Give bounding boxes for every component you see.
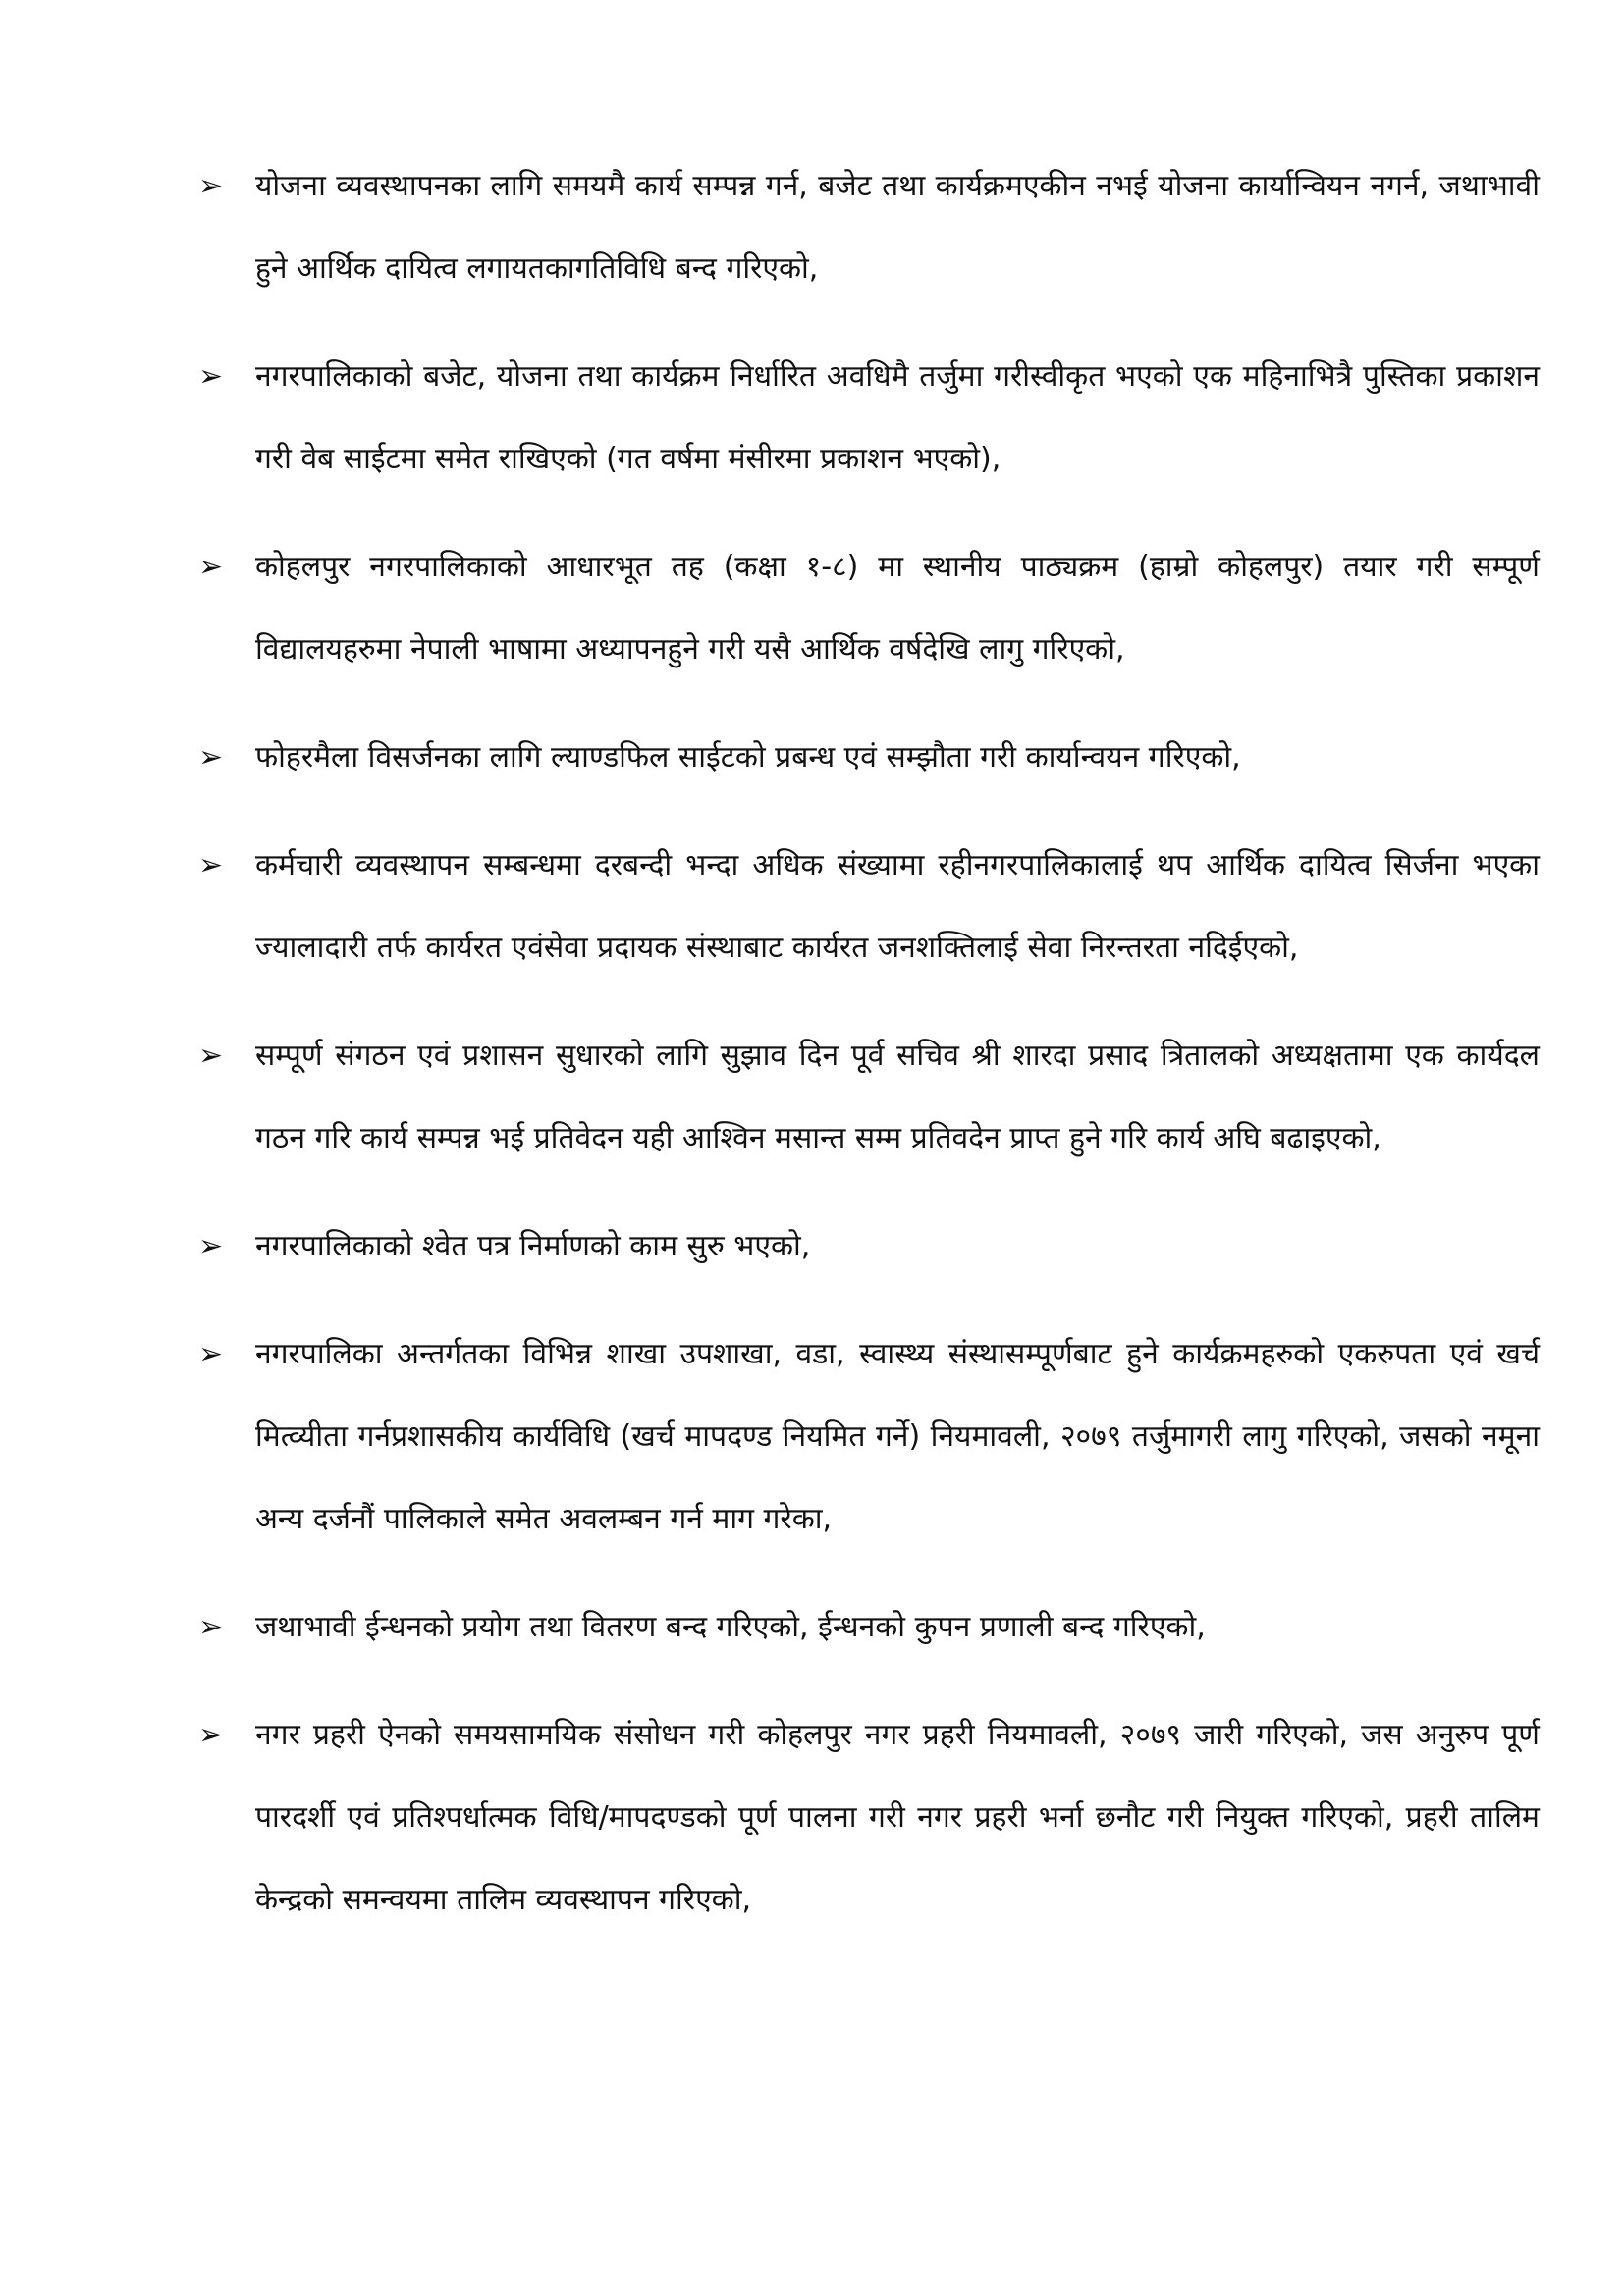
bullet-list (194, 145, 1540, 1967)
arrow-bullet-icon: ➢ (198, 1610, 224, 1644)
list-item-text: जथाभावी ईन्धनको प्रयोग तथा वितरण बन्द गरिएको, ईन्धनको कुपन प्रणाली बन्द गरिएको, (255, 1610, 1206, 1644)
list-item-text: नगरपालिकाको श्वेत पत्र निर्माणको काम सुरु भएको, (255, 1229, 811, 1263)
arrow-bullet-icon: ➢ (198, 550, 224, 584)
list-item-text: नगरपालिका अन्तर्गतका विभिन्न शाखा उपशाखा, वडा, स्वास्थ्य संस्थासम्पूर्णबाट हुने कार्यक्रमहरुको एकरुपता एवं खर्च मित्व्यीता गर्नप्रशासकीय कार्यविधि (खर्च मापदण्ड नियमित गर्ने) नियमावली, २०७९ तर्जुमागरी लागु गरिएको, जसको नमूना अन्य दर्जनौं पालिकाले समेत अवलम्बन गर्न माग गरेका, (255, 1337, 1540, 1536)
arrow-bullet-icon: ➢ (198, 359, 224, 394)
arrow-bullet-icon: ➢ (198, 1039, 224, 1073)
list-item (194, 1586, 1540, 1669)
list-item-text: सम्पूर्ण संगठन एवं प्रशासन सुधारको लागि सुझाव दिन पूर्व सचिव श्री शारदा प्रसाद त्रितालको अध्यक्षतामा एक कार्यदल गठन गरि कार्य सम्पन्न भई प्रतिवेदन यही आश्विन मसान्त सम्म प्रतिवदेन प्राप्त हुने गरि कार्य अघि बढाइएको, (255, 1039, 1540, 1155)
arrow-bullet-icon: ➢ (198, 1718, 224, 1752)
arrow-bullet-icon: ➢ (198, 848, 224, 882)
list-item-text: योजना व्यवस्थापनका लागि समयमै कार्य सम्पन्न गर्न, बजेट तथा कार्यक्रमएकीन नभई योजना कार्यान्वियन नगर्न, जथाभावी हुने आर्थिक दायित्व लगायतकागतिविधि बन्द गरिएको, (255, 169, 1540, 286)
list-item (194, 526, 1540, 691)
list-item (194, 1015, 1540, 1180)
arrow-bullet-icon: ➢ (198, 740, 224, 774)
list-item-text: नगरपालिकाको बजेट, योजना तथा कार्यक्रम निर्धारित अवधिमै तर्जुमा गरीस्वीकृत भएको एक महिनाभित्रै पुस्तिका प्रकाशन गरी वेब साईटमा समेत राखिएको (गत वर्षमा मंसीरमा प्रकाशन भएको), (255, 359, 1540, 476)
list-item (194, 145, 1540, 310)
list-item-text: नगर प्रहरी ऐनको समयसामयिक संसोधन गरी कोहलपुर नगर प्रहरी नियमावली, २०७९ जारी गरिएको, जस अनुरुप पूर्ण पारदर्शी एवं प्रतिश्पर्धात्मक विधि/मापदण्डको पूर्ण पालना गरी नगर प्रहरी भर्ना छनौट गरी नियुक्त गरिएको, प्रहरी तालिम केन्द्रको समन्वयमा तालिम व्यवस्थापन गरिएको, (255, 1718, 1540, 1917)
list-item (194, 1694, 1540, 1942)
arrow-bullet-icon: ➢ (198, 169, 224, 203)
list-item (194, 717, 1540, 799)
list-item (194, 336, 1540, 501)
list-item (194, 1205, 1540, 1288)
arrow-bullet-icon: ➢ (198, 1229, 224, 1263)
list-item (194, 1313, 1540, 1561)
list-item-text: कोहलपुर नगरपालिकाको आधारभूत तह (कक्षा १-८) मा स्थानीय पाठ्यक्रम (हाम्रो कोहलपुर) तयार गरी सम्पूर्ण विद्यालयहरुमा नेपाली भाषामा अध्यापनहुने गरी यसै आर्थिक वर्षदेखि लागु गरिएको, (255, 550, 1540, 667)
arrow-bullet-icon: ➢ (198, 1337, 224, 1371)
list-item-text: कर्मचारी व्यवस्थापन सम्बन्धमा दरबन्दी भन्दा अधिक संख्यामा रहीनगरपालिकालाई थप आर्थिक दायित्व सिर्जना भएका ज्यालादारी तर्फ कार्यरत एवंसेवा प्रदायक संस्थाबाट कार्यरत जनशक्तिलाई सेवा निरन्तरता नदिईएको, (255, 848, 1540, 965)
list-item (194, 825, 1540, 989)
list-item-text: फोहरमैला विसर्जनका लागि ल्याण्डफिल साईटको प्रबन्ध एवं सम्झौता गरी कार्यान्वयन गरिएको, (255, 740, 1241, 774)
